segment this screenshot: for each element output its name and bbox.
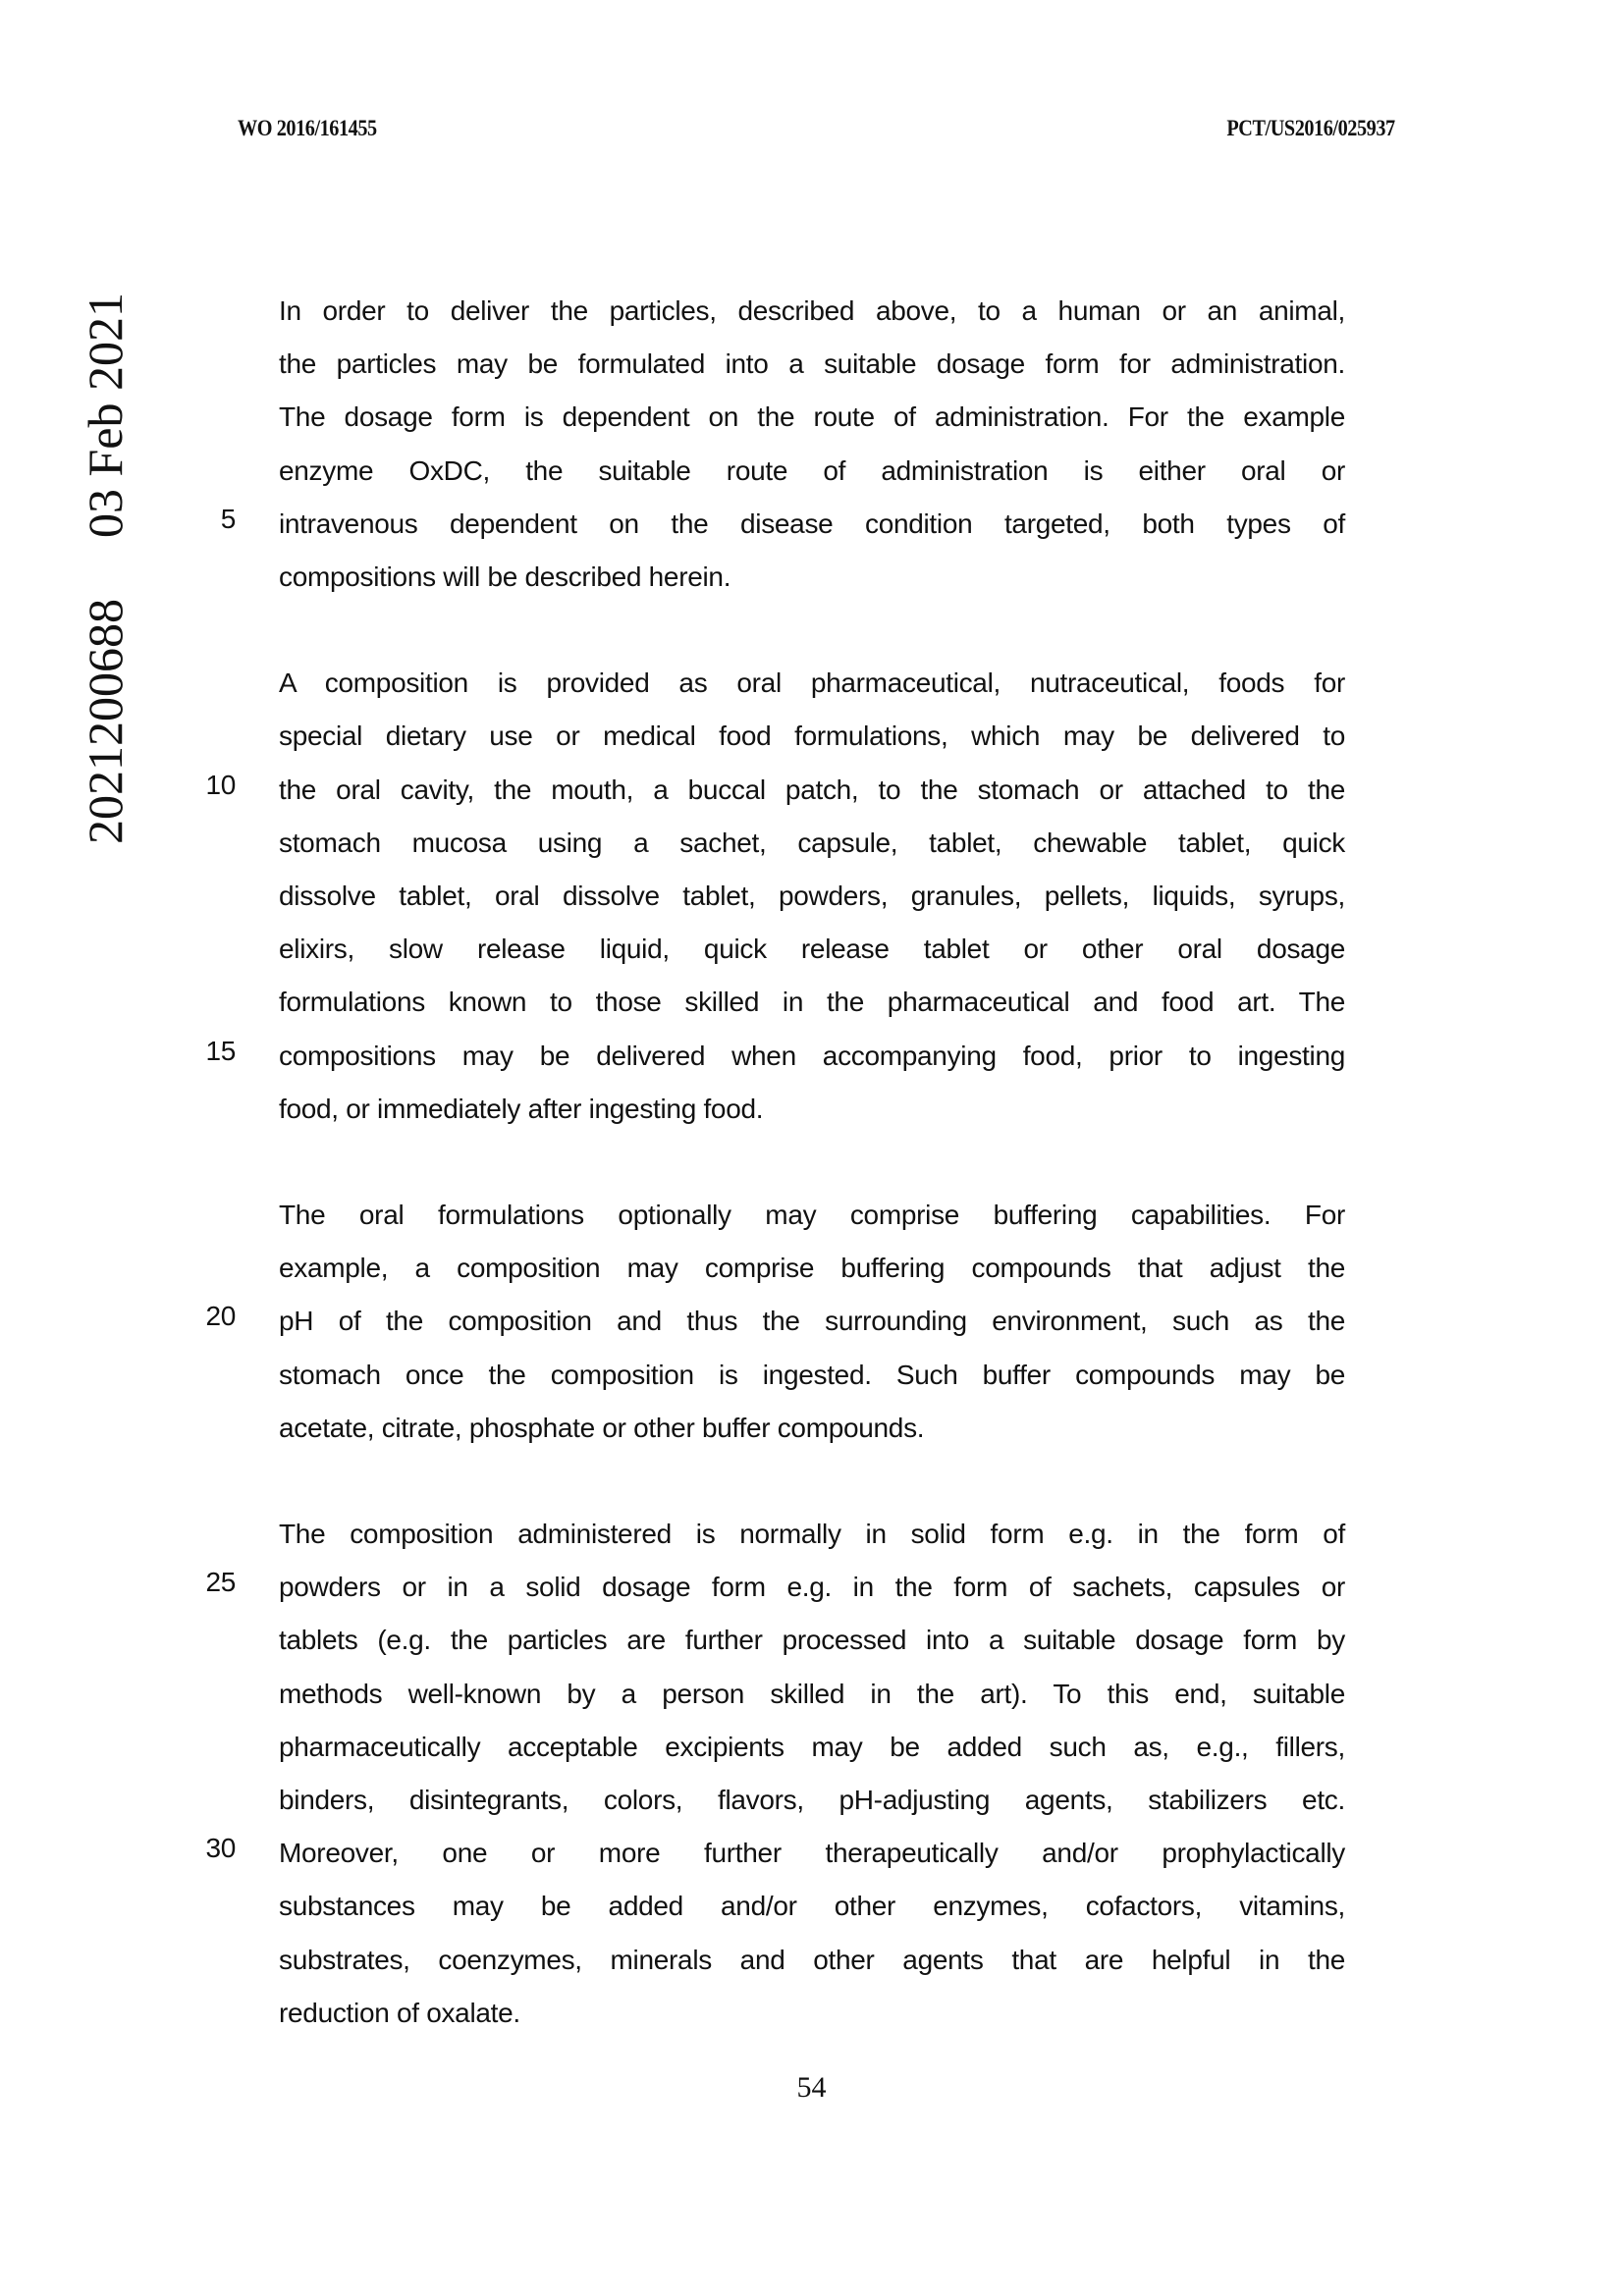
text-line: elixirs, slow release liquid, quick release tablet or other oral dosage [279,934,1345,965]
text-line: the oral cavity, the mouth, a buccal patch, to the stomach or attached to the [279,774,1345,805]
text-line: methods well-known by a person skilled in the art). To this end, suitable [279,1678,1345,1709]
text-line: Moreover, one or more further therapeutically and/or prophylactically [279,1838,1345,1869]
line-number-30: 30 [205,1833,236,1863]
side-document-id: 2021200688 [78,599,133,844]
text-line: compositions will be described herein. [279,561,731,593]
text-line: A composition is provided as oral pharmaceutical, nutraceutical, foods for [279,667,1345,699]
text-line: pH of the composition and thus the surrounding environment, such as the [279,1306,1345,1337]
text-line: substrates, coenzymes, minerals and other agents that are helpful in the [279,1944,1345,1975]
text-line: The dosage form is dependent on the route of administration. For the example [279,401,1345,433]
text-line: powders or in a solid dosage form e.g. in the form of sachets, capsules or [279,1572,1345,1603]
line-number-15: 15 [205,1036,236,1066]
text-line: The composition administered is normally in solid form e.g. in the form of [279,1519,1345,1550]
text-line: formulations known to those skilled in the pharmaceutical and food art. The [279,987,1345,1018]
text-line: compositions may be delivered when accompanying food, prior to ingesting [279,1040,1345,1071]
text-line: example, a composition may comprise buffering compounds that adjust the [279,1253,1345,1284]
text-line: acetate, citrate, phosphate or other buffer compounds. [279,1412,925,1443]
publication-number: WO 2016/161455 [238,116,377,140]
text-line: pharmaceutically acceptable excipients may be added such as, e.g., fillers, [279,1731,1345,1762]
text-line: special dietary use or medical food formulations, which may be delivered to [279,721,1345,752]
page-number: 54 [796,2071,827,2104]
paragraph-1 [279,285,1345,604]
text-line: intravenous dependent on the disease condition targeted, both types of [279,507,1345,539]
text-line: reduction of oxalate. [279,1997,520,2028]
text-line: enzyme OxDC, the suitable route of administration is either oral or [279,454,1345,486]
text-line: the particles may be formulated into a suitable dosage form for administration. [279,348,1345,380]
line-number-10: 10 [205,770,236,800]
text-line: binders, disintegrants, colors, flavors, pH-adjusting agents, stabilizers etc. [279,1785,1345,1816]
side-date: 03 Feb 2021 [78,293,133,538]
line-number-5: 5 [220,504,236,534]
line-number-20: 20 [205,1301,236,1331]
text-line: The oral formulations optionally may comprise buffering capabilities. For [279,1200,1345,1231]
paragraph-4 [279,1508,1345,2040]
text-line: stomach mucosa using a sachet, capsule, tablet, chewable tablet, quick [279,827,1345,858]
application-number: PCT/US2016/025937 [1226,116,1395,140]
text-line: food, or immediately after ingesting food. [279,1093,764,1124]
paragraph-2 [279,657,1345,1136]
text-line: dissolve tablet, oral dissolve tablet, powders, granules, pellets, liquids, syrups, [279,881,1345,912]
line-number-25: 25 [205,1567,236,1597]
text-line: substances may be added and/or other enzymes, cofactors, vitamins, [279,1891,1345,1922]
side-stamp [61,157,149,844]
text-line: tablets (e.g. the particles are further processed into a suitable dosage form by [279,1625,1345,1656]
text-line: In order to deliver the particles, described above, to a human or an animal, [279,295,1345,326]
text-line: stomach once the composition is ingested. Such buffer compounds may be [279,1359,1345,1390]
paragraph-3 [279,1189,1345,1455]
document-body [279,285,1345,2093]
